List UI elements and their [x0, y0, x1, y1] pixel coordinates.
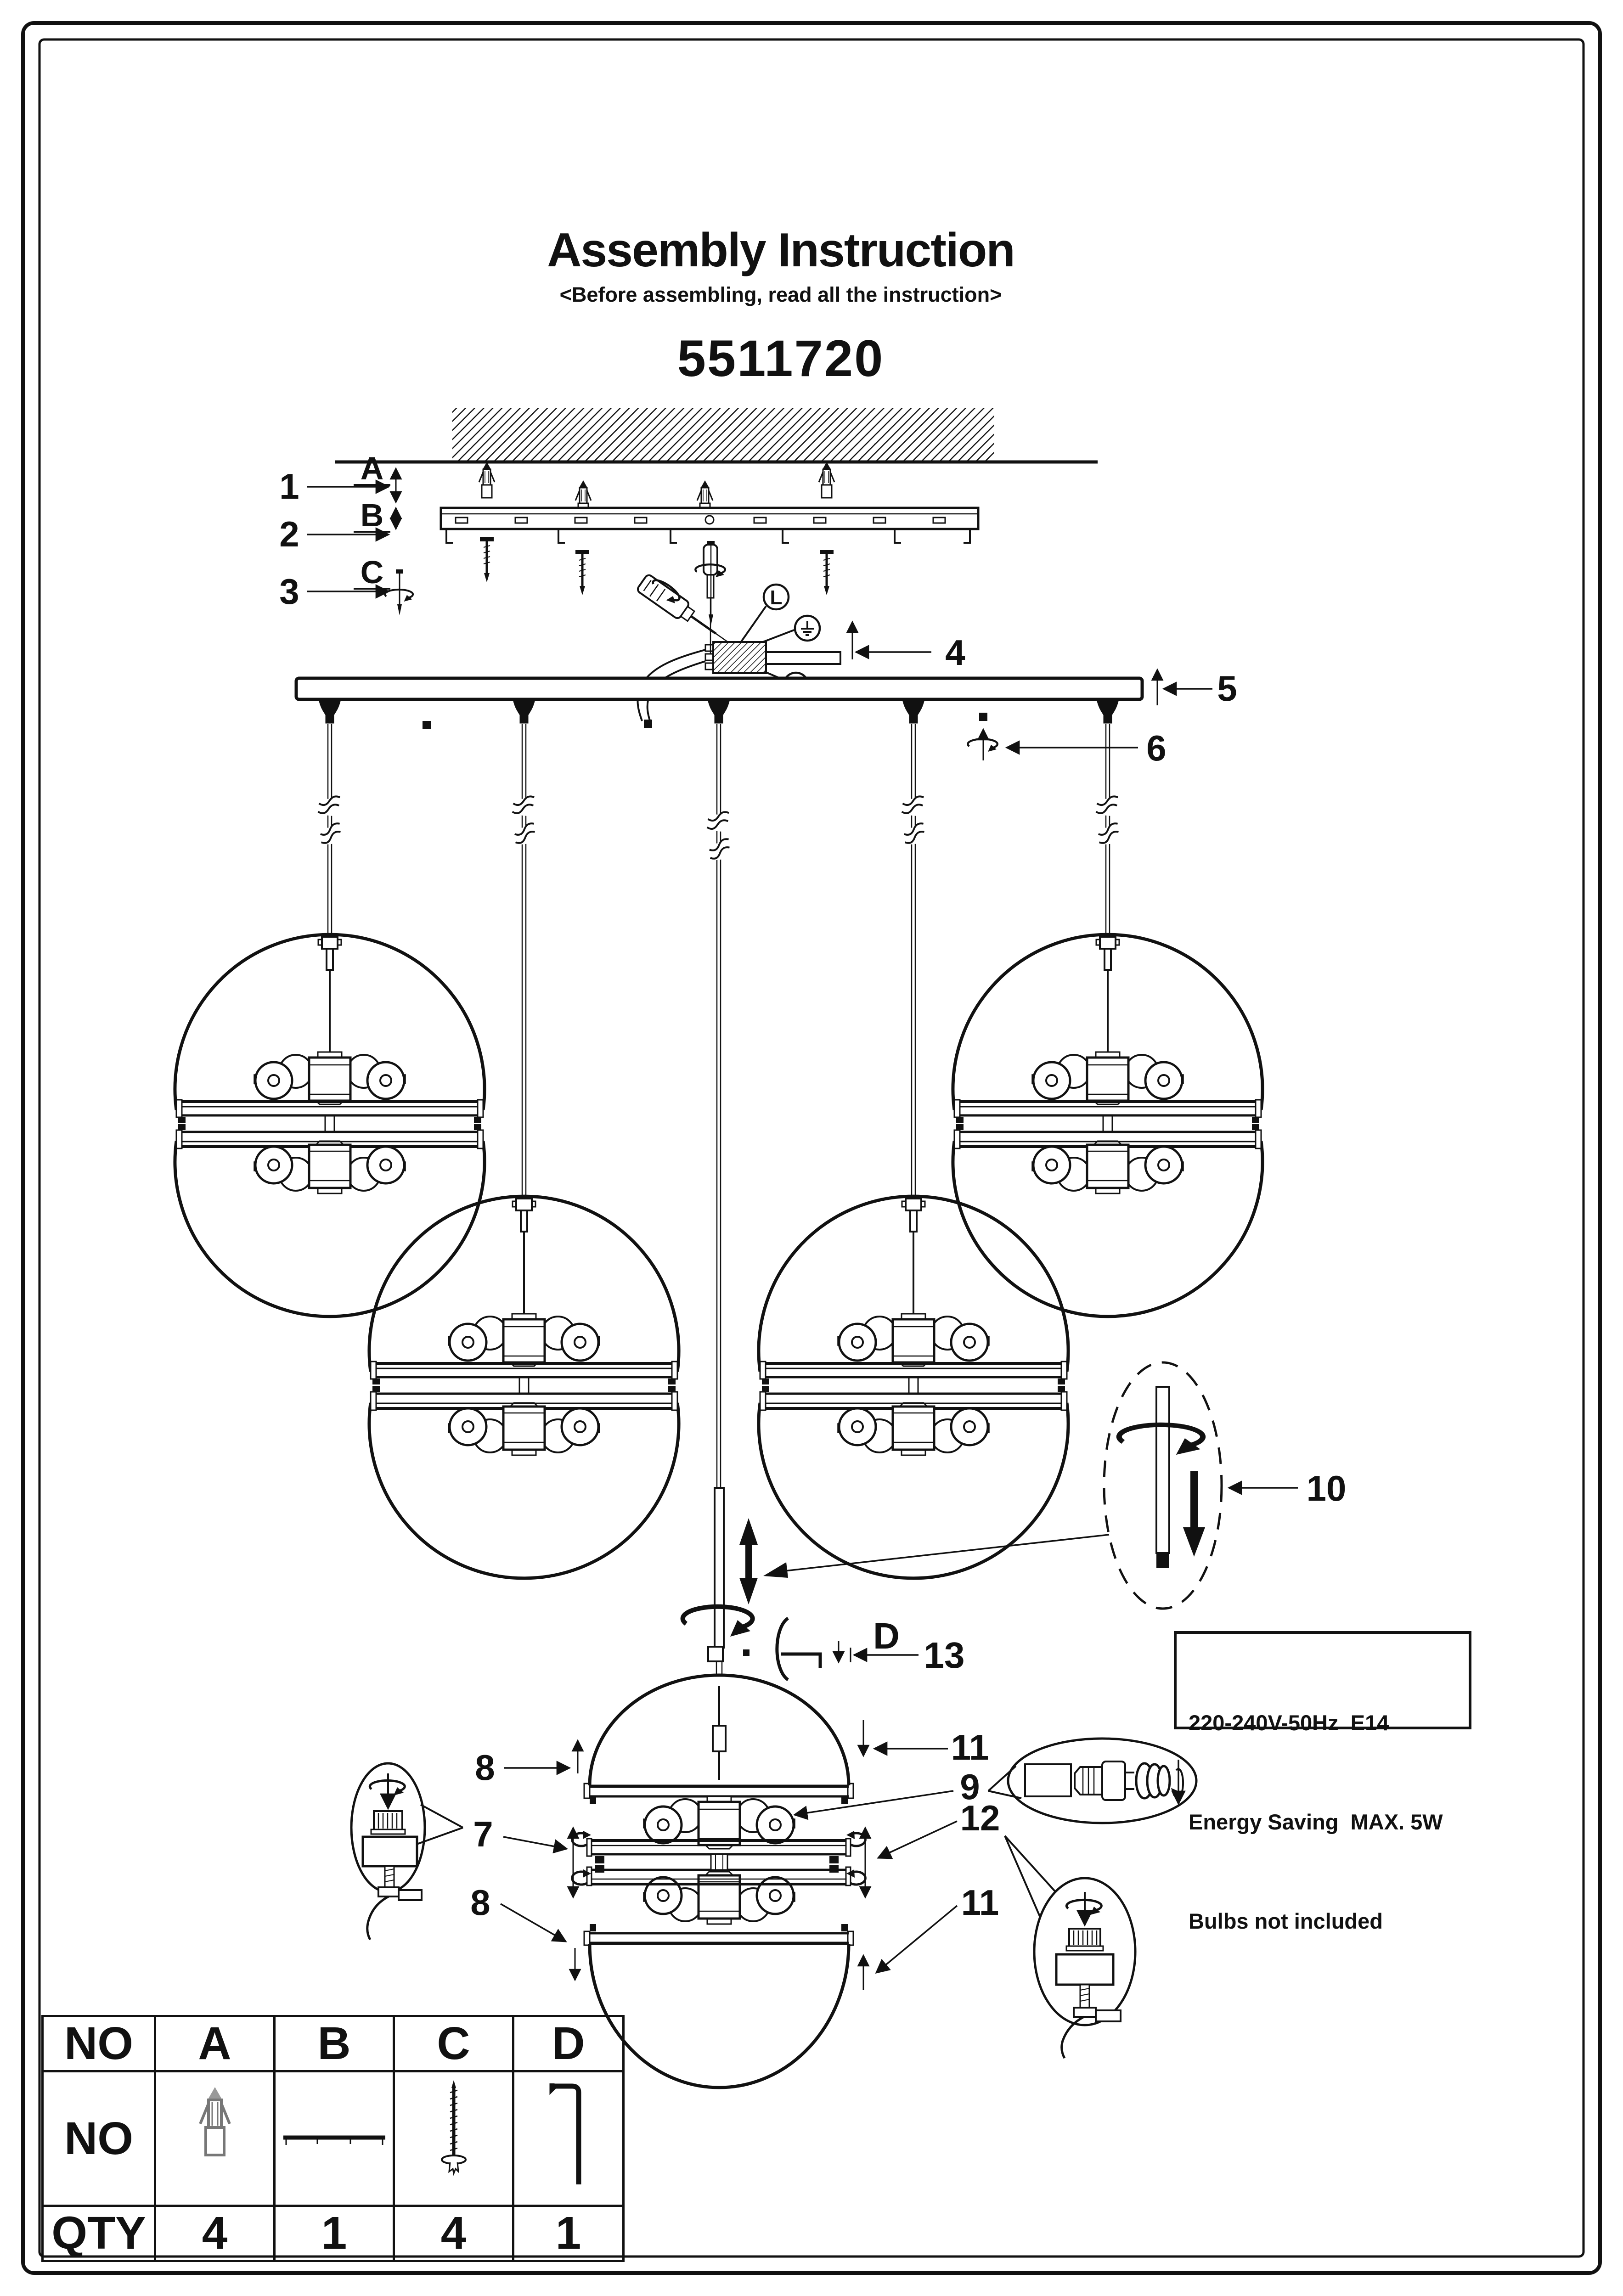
- mounting-bar-assembly: [441, 462, 978, 654]
- allen-key-callout: [777, 1615, 965, 1680]
- parts-table: [41, 2015, 625, 2262]
- ceiling: [335, 408, 1098, 462]
- allen-key-icon: [543, 2076, 594, 2190]
- canopy: [296, 668, 1237, 768]
- sphere-pendants: [175, 934, 1262, 1578]
- sphere-pendant: [953, 934, 1262, 1317]
- screw-icon: [480, 537, 494, 582]
- wall-anchor-icon: [155, 2071, 275, 2206]
- qty-label: QTY: [43, 2206, 155, 2261]
- suspension-wires: [318, 724, 1120, 1488]
- item-row-label: NO: [43, 2071, 155, 2206]
- callout-4: 4: [945, 632, 965, 673]
- screw-icon: [575, 550, 589, 595]
- spec-box: [1174, 1631, 1471, 1933]
- col-c: C: [394, 2016, 513, 2071]
- callout-C: C: [360, 554, 384, 590]
- wall-anchor-icon: [479, 462, 495, 498]
- callout-7: 7: [473, 1814, 493, 1854]
- parts-table-qty-row: [43, 2206, 624, 2261]
- spec-line-bulbs: Bulbs not included: [1189, 1909, 1383, 1933]
- callout-6: 6: [1146, 728, 1167, 768]
- callout-11b: 11: [961, 1882, 999, 1923]
- model-number: 5511720: [677, 330, 885, 387]
- screw-icon: [394, 2071, 513, 2206]
- live-label: L: [770, 586, 783, 609]
- callout-D: D: [873, 1615, 900, 1656]
- callout-8b: 8: [470, 1882, 490, 1923]
- callout-5: 5: [1217, 668, 1237, 709]
- allen-key-icon: [513, 2071, 624, 2206]
- mounting-bar-icon: [282, 2127, 387, 2154]
- callout-12: 12: [960, 1798, 1000, 1838]
- rod-detail-ellipse: [1104, 1362, 1346, 1609]
- earth-icon: [795, 616, 820, 641]
- up-down-arrow: [739, 1518, 758, 1604]
- left-callouts: [351, 1740, 578, 1980]
- page-subtitle: <Before assembling, read all the instruction>: [559, 283, 1002, 306]
- clamp-detail-ellipse: [351, 1763, 463, 1940]
- callout-13: 13: [924, 1635, 965, 1676]
- callout-B: B: [360, 497, 384, 533]
- callout-11: 11: [951, 1727, 989, 1767]
- qty-b: 1: [275, 2206, 394, 2261]
- bulb-detail-ellipse: [988, 1739, 1196, 1823]
- col-a: A: [155, 2016, 275, 2071]
- callout-10: 10: [1306, 1468, 1347, 1508]
- qty-d: 1: [513, 2206, 624, 2261]
- col-no: NO: [43, 2016, 155, 2071]
- spec-line-energy: Energy Saving MAX. 5W: [1189, 1810, 1443, 1834]
- wall-anchor-icon: [819, 462, 834, 498]
- screw-icon: [433, 2078, 474, 2188]
- sphere-pendant: [175, 934, 485, 1317]
- parts-table-header-row: [43, 2016, 624, 2071]
- wall-anchor-icon: [187, 2078, 242, 2188]
- mounting-bar-icon: [275, 2071, 394, 2206]
- screw-rotate-icon: [385, 569, 413, 615]
- callout-3: 3: [279, 571, 299, 612]
- screw-icon: [820, 550, 834, 595]
- qty-c: 4: [394, 2206, 513, 2261]
- knurled-nut: [371, 1811, 405, 1834]
- step-callouts: [279, 450, 413, 615]
- sphere-pendant: [369, 1196, 679, 1578]
- qty-a: 4: [155, 2206, 275, 2261]
- spec-line-voltage: 220-240V-50Hz E14: [1189, 1711, 1389, 1735]
- callout-9: 9: [960, 1767, 980, 1807]
- col-b: B: [275, 2016, 394, 2071]
- parts-table-icon-row: [43, 2071, 624, 2206]
- callout-8: 8: [475, 1747, 495, 1788]
- nut-detail-ellipse: [1034, 1878, 1135, 2058]
- callout-A: A: [360, 450, 384, 486]
- callout-1: 1: [279, 466, 299, 506]
- col-d: D: [513, 2016, 624, 2071]
- set-screw-rotate-icon: [968, 729, 997, 760]
- callout-2: 2: [279, 514, 299, 554]
- down-arrow: [1183, 1471, 1205, 1557]
- right-callouts: [795, 1720, 1196, 2058]
- sphere-pendant: [759, 1196, 1068, 1578]
- screwdriver-icon: [636, 574, 737, 652]
- page-title: Assembly Instruction: [547, 224, 1014, 277]
